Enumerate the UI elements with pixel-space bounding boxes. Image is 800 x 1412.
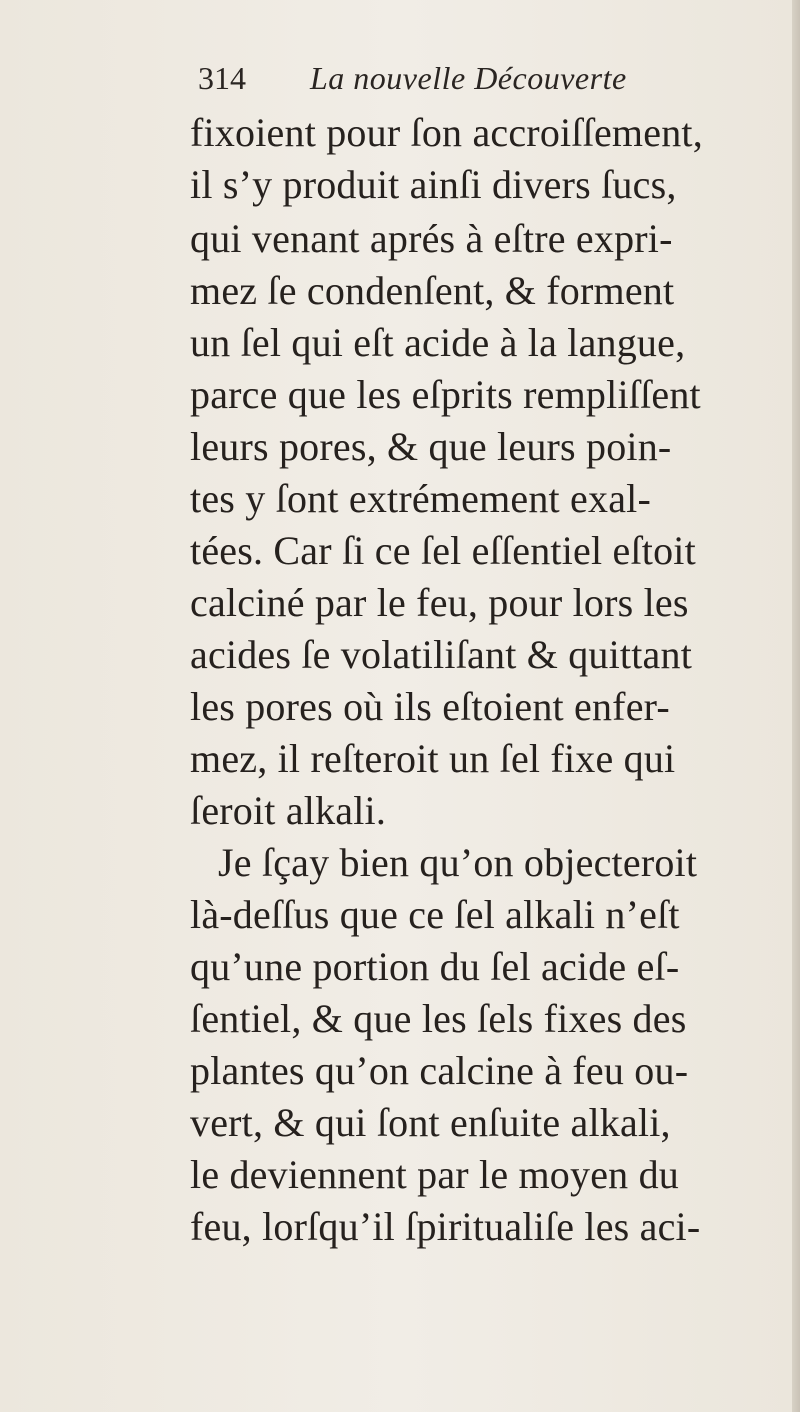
text-line: tes y ſont extrémement exal- [190, 476, 651, 521]
text-line: leurs pores, & que leurs poin- [190, 424, 672, 469]
text-line: mez, il reſteroit un ſel fixe qui [190, 736, 676, 781]
text-line: qu’une portion du ſel acide eſ- [190, 944, 680, 989]
text-line: plantes qu’on calcine à feu ou- [190, 1048, 689, 1093]
text-line: il s’y produit ainſi divers ſucs, [190, 162, 677, 207]
text-line: ſentiel, & que les ſels fixes des [190, 996, 687, 1041]
text-line: là-deſſus que ce ſel alkali n’eſt [190, 892, 680, 937]
text-line: qui venant aprés à eſtre expri- [190, 216, 673, 261]
running-title: La nouvelle Découverte [310, 60, 627, 96]
text-line: Je ſçay bien qu’on objecteroit [218, 840, 698, 885]
text-line: acides ſe volatiliſant & quittant [190, 632, 693, 677]
text-line: calciné par le feu, pour lors les [190, 580, 689, 625]
text-line: le deviennent par le moyen du [190, 1152, 679, 1197]
text-line: ſeroit alkali. [190, 788, 387, 833]
text-line: vert, & qui ſont enſuite alkali, [190, 1100, 671, 1145]
text-line: tées. Car ſi ce ſel eſſentiel eſtoit [190, 528, 696, 573]
text-line: mez ſe condenſent, & forment [190, 268, 675, 313]
text-line: feu, lorſqu’il ſpiritualiſe les aci- [190, 1204, 701, 1249]
page-number: 314 [198, 60, 246, 96]
page-header [198, 58, 778, 98]
page-edge [792, 0, 800, 1412]
text-line: fixoient pour ſon accroiſſement, [190, 110, 703, 155]
text-line: parce que les eſprits rempliſſent [190, 372, 701, 417]
text-line: un ſel qui eſt acide à la langue, [190, 320, 686, 365]
text-line: les pores où ils eſtoient enfer- [190, 684, 670, 729]
